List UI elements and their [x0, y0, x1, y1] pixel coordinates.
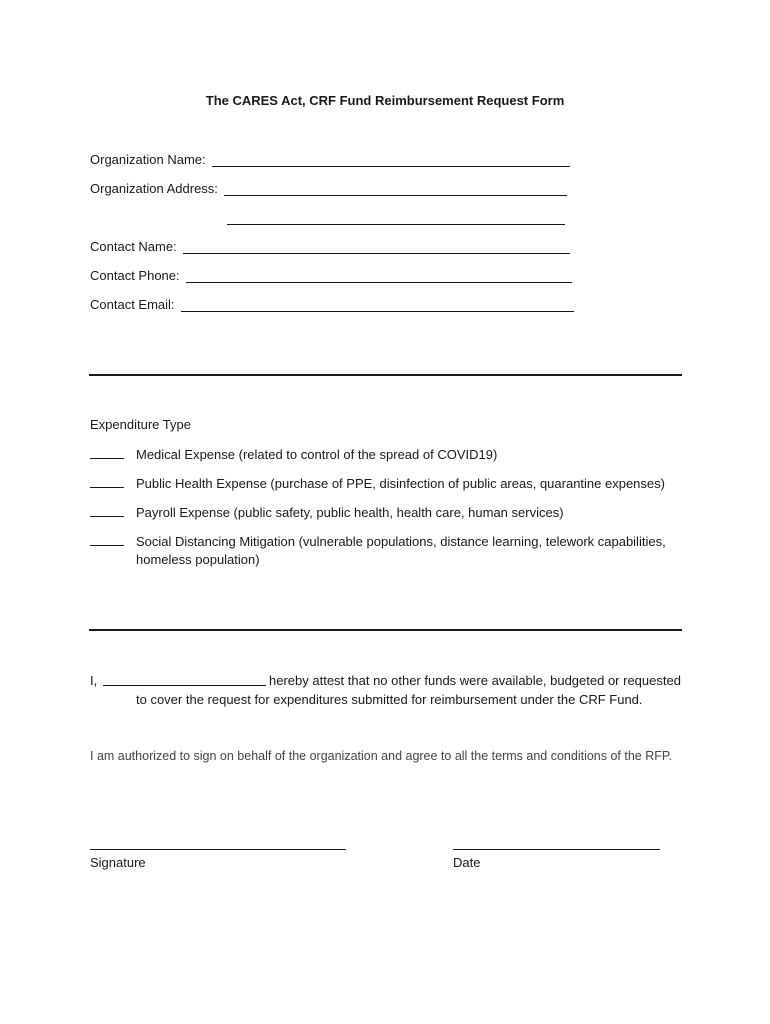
expenditure-type-heading: Expenditure Type: [90, 417, 191, 432]
contact-name-field[interactable]: [183, 241, 570, 254]
attestation-line-1: hereby attest that no other funds were available, budgeted or requested: [269, 673, 681, 688]
expenditure-social-distancing-label: Social Distancing Mitigation (vulnerable populations, distance learning, telework capabilities, homeless population): [136, 534, 666, 567]
contact-email-field[interactable]: [181, 299, 574, 312]
contact-email-row: [90, 297, 574, 312]
organization-address-field[interactable]: [224, 183, 567, 196]
section-divider-bottom: [89, 629, 682, 631]
contact-name-row: [90, 239, 570, 254]
expenditure-social-distancing-checkline[interactable]: [90, 545, 124, 546]
expenditure-medical-label: Medical Expense (related to control of the spread of COVID19): [136, 447, 498, 462]
attestation-line-2: to cover the request for expenditures submitted for reimbursement under the CRF Fund.: [136, 692, 643, 707]
section-divider-top: [89, 374, 682, 376]
contact-phone-row: [90, 268, 572, 283]
signature-label: Signature: [90, 855, 146, 870]
expenditure-public-health-label: Public Health Expense (purchase of PPE, disinfection of public areas, quarantine expenses): [136, 476, 665, 491]
expenditure-payroll-checkline[interactable]: [90, 516, 124, 517]
form-title: The CARES Act, CRF Fund Reimbursement Request Form: [205, 93, 565, 108]
date-label: Date: [453, 855, 481, 870]
organization-address-row: [90, 181, 567, 196]
contact-name-label: Contact Name:: [90, 239, 177, 254]
contact-phone-label: Contact Phone:: [90, 268, 180, 283]
organization-address-label: Organization Address:: [90, 181, 218, 196]
expenditure-medical-checkline[interactable]: [90, 458, 124, 459]
attestation-name-field[interactable]: [103, 685, 266, 686]
attestation-prefix: I,: [90, 673, 98, 688]
organization-name-label: Organization Name:: [90, 152, 206, 167]
contact-email-label: Contact Email:: [90, 297, 175, 312]
authorization-statement: I am authorized to sign on behalf of the organization and agree to all the terms and conditions of the RFP.: [90, 749, 673, 763]
contact-phone-field[interactable]: [186, 270, 572, 283]
date-field[interactable]: [453, 849, 660, 850]
expenditure-public-health-checkline[interactable]: [90, 487, 124, 488]
signature-field[interactable]: [90, 849, 346, 850]
organization-name-row: [90, 152, 570, 167]
organization-name-field[interactable]: [212, 154, 570, 167]
expenditure-payroll-label: Payroll Expense (public safety, public health, health care, human services): [136, 505, 564, 520]
organization-address-field-line2[interactable]: [227, 224, 565, 225]
